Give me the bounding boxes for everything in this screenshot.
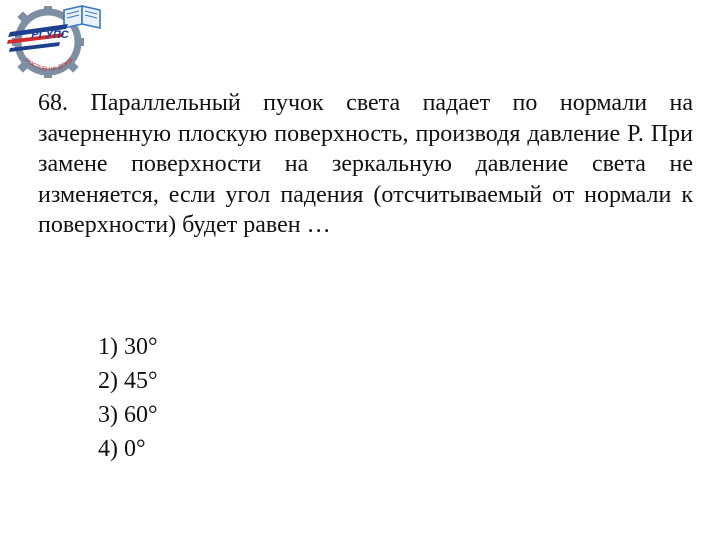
university-logo: [6, 2, 106, 84]
answer-option-1: 1) 30°: [98, 334, 158, 360]
answer-option-4: 4) 0°: [98, 436, 146, 462]
rgups-emblem-icon: [6, 2, 106, 84]
logo-text: РГУПС: [31, 29, 69, 41]
question-text: 68. Параллельный пучок света падает по нормали на зачерненную плоскую поверхность, производя давление P. При замене поверхности на зеркальную давление света не изменяется, если угол падения (отсчитываемый от нормали к поверхности) будет равен …: [38, 90, 693, 238]
answer-option-2: 2) 45°: [98, 368, 158, 394]
book-icon: [64, 6, 100, 28]
logo-ring-text: РОСТОВ-НА-ДОНУ: [23, 57, 75, 74]
answer-option-3: 3) 60°: [98, 402, 158, 428]
answer-list: [98, 330, 158, 466]
